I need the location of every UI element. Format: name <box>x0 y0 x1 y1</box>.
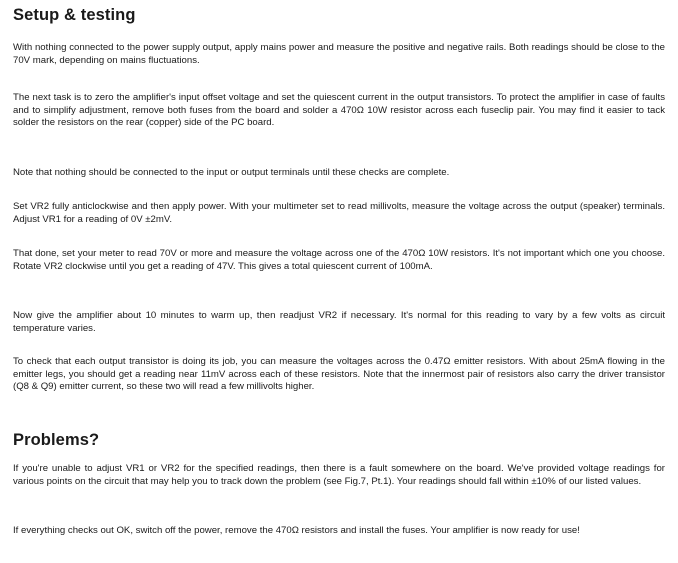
paragraph-output-transistor-check: To check that each output transistor is doing its job, you can measure the voltages across the 0.47Ω emitter resistors. With about 25mA flowing in the emitter legs, you should get a reading near 11mV across each of these resistors. Note that the innermost pair of resistors also carry the driver transistor (Q8 & Q9) emitter current, so these two will read a few millivolts higher. <box>13 356 665 393</box>
heading-problems: Problems? <box>13 431 100 449</box>
paragraph-offset-quiescent: The next task is to zero the amplifier's input offset voltage and set the quiescent current in the output transistors. To protect the amplifier in case of faults and to simplify adjustment, remove both fuses from the board and solder a 470Ω 10W resistor across each fuseclip pair. You may find it easier to tack solder the resistors on the rear (copper) side of the PC board. <box>13 92 665 129</box>
paragraph-set-vr2: Set VR2 fully anticlockwise and then apply power. With your multimeter set to read millivolts, measure the voltage across the output (speaker) terminals. Adjust VR1 for a reading of 0V ±2mV. <box>13 201 665 225</box>
paragraph-fault-finding: If you're unable to adjust VR1 or VR2 for the specified readings, then there is a fault somewhere on the board. We've provided voltage readings for various points on the circuit that may help you to track down the problem (see Fig.7, Pt.1). Your readings should fall within ±10% of our listed values. <box>13 463 665 487</box>
paragraph-warm-up: Now give the amplifier about 10 minutes to warm up, then readjust VR2 if necessary. It's normal for this reading to vary by a few volts as circuit temperature varies. <box>13 310 665 334</box>
paragraph-note-terminals: Note that nothing should be connected to the input or output terminals until these checks are complete. <box>13 167 450 178</box>
paragraph-ready-for-use: If everything checks out OK, switch off the power, remove the 470Ω resistors and install the fuses. Your amplifier is now ready for use! <box>13 525 580 536</box>
heading-setup-testing: Setup & testing <box>13 6 136 24</box>
paragraph-power-rails: With nothing connected to the power supply output, apply mains power and measure the positive and negative rails. Both readings should be close to the 70V mark, depending on mains fluctuations. <box>13 42 665 66</box>
paragraph-measure-70v: That done, set your meter to read 70V or more and measure the voltage across one of the 470Ω 10W resistors. It's not important which one you choose. Rotate VR2 clockwise until you get a reading of 47V. This gives a total quiescent current of 100mA. <box>13 248 665 272</box>
